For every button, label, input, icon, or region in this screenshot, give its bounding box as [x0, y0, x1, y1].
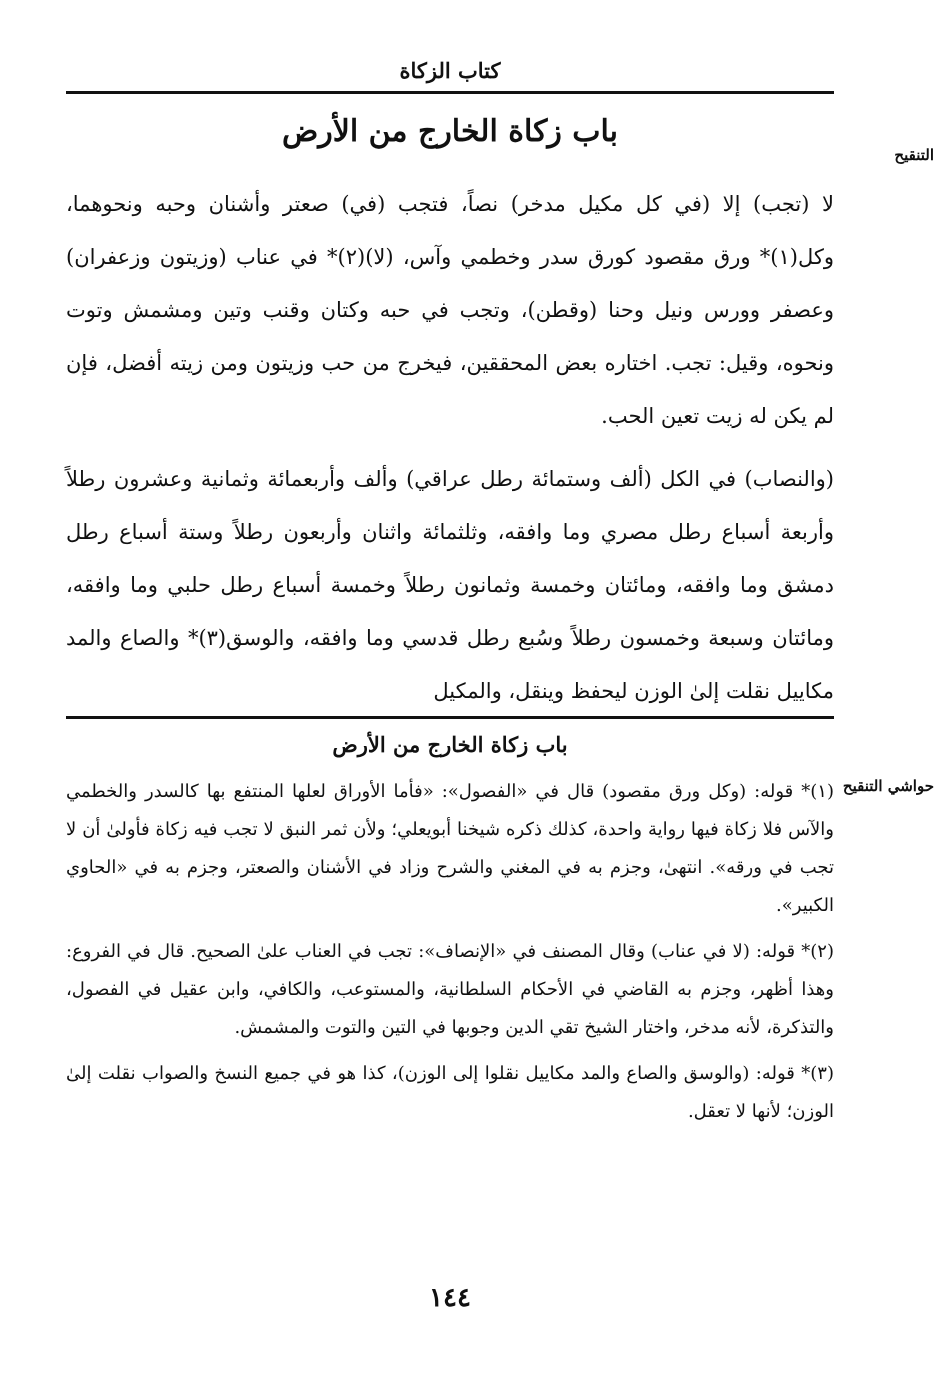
notes-section-title: باب زكاة الخارج من الأرض [332, 732, 568, 757]
footnote-2: (٢)* قوله: (لا في عناب) وقال المصنف في «الإنصاف»: تجب في العناب علىٰ الصحيح. قال في الفروع: وهذا أظهر، وجزم به القاضي في الأحكام السلطانية، والمستوعب، والكافي، وابن عقيل في الفصول، والتذكرة، لأنه مدخر، واختار الشيخ تقي الدين وجوبها في التين والتوت والمشمش. [66, 941, 834, 1038]
page-number: ١٤٤ [429, 1283, 471, 1313]
notes-divider [66, 716, 834, 719]
margin-label-main: التنقيح [894, 146, 934, 164]
footnotes [66, 773, 834, 1139]
header-rule [66, 91, 834, 94]
chapter-title: باب زكاة الخارج من الأرض [281, 114, 619, 149]
footnote-3: (٣)* قوله: (والوسق والصاع والمد مكاييل نقلوا إلى الوزن)، كذا هو في جميع النسخ والصواب نقلت إلىٰ الوزن؛ لأنها لا تعقل. [66, 1063, 834, 1122]
footnote-1: (١)* قوله: (وكل ورق مقصود) قال في «الفصول»: «فأما الأوراق لعلها المنتفع بها كالسدر والخطمي والآس فلا زكاة فيها رواية واحدة، كذلك ذكره شيخنا أبويعلي؛ ولأن ثمر النبق لا تجب فيه زكاة فأولىٰ أن لا تجب في ورقه». انتهىٰ، وجزم به في المغني والشرح وزاد في الأشنان والصعتر، وجزم به في «الحاوي الكبير». [66, 781, 834, 916]
margin-label-notes: حواشي التنقيح [842, 777, 934, 795]
main-text [66, 178, 834, 728]
main-paragraph-1: لا (تجب) إلا (في كل مكيل مدخر) نصاً، فتجب (في) صعتر وأشنان وحبه ونحوهما، وكل(١)* ورق مقصود كورق سدر وخطمي وآس، (لا)(٢)* في عناب (وزيتون وزعفران) وعصفر وورس ونيل وحنا (وقطن)، وتجب في حبه وكتان وقنب وتين ومشمش وتوت ونحوه، وقيل: تجب. اختاره بعض المحققين، فيخرج من حب وزيتون ومن زيته أفضل، فإن لم يكن له زيت تعين الحب. [66, 192, 834, 428]
main-paragraph-2: (والنصاب) في الكل (ألف وستمائة رطل عراقي) وألف وأربعمائة وثمانية وعشرون رطلاً وأربعة أسباع رطل مصري وما وافقه، وثلثمائة واثنان وأربعون رطلاً وستة أسباع رطل دمشق وما وافقه، ومائتان وخمسة وثمانون رطلاً وخمسة أسباع رطل حلبي وما وافقه، ومائتان وسبعة وخمسون رطلاً وسُبع رطل قدسي وما وافقه، والوسق(٣)* والصاع والمد مكاييل نقلت إلىٰ الوزن ليحفظ وينقل، والمكيل [66, 467, 834, 703]
running-title: كتاب الزكاة [399, 58, 501, 83]
